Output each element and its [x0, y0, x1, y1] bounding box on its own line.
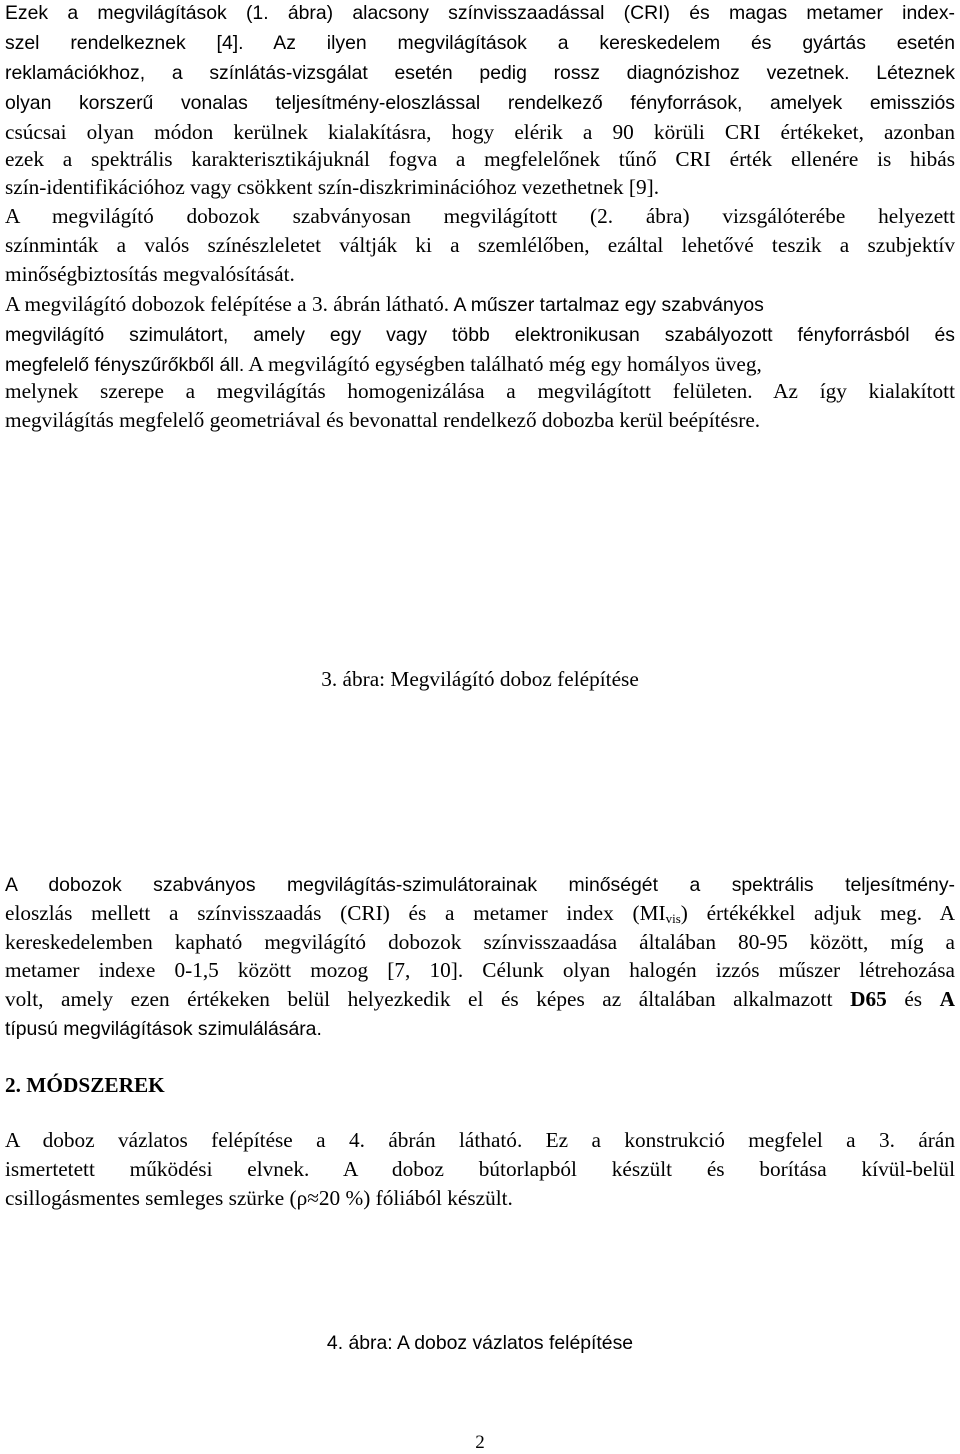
para4-line3: kereskedelemben kapható megvilágító dobozok színvisszaadása általában 80-95 között, míg a — [5, 930, 955, 954]
para4-line2-pre: eloszlás mellett a színvisszaadás (CRI) és a metamer index (MI — [5, 901, 666, 925]
para3-line2: megvilágító szimulátort, amely egy vagy több elektronikusan szabályozott fényforrásból és — [5, 324, 955, 346]
para4-line4: metamer indexe 0-1,5 között mozog [7, 10]. Célunk olyan halogén izzós műszer létrehozása — [5, 958, 955, 982]
para2-line3: minőségbiztosítás megvalósítását. — [5, 262, 295, 286]
figure4-caption: 4. ábra: A doboz vázlatos felépítése — [326, 1332, 634, 1354]
para1-line4: olyan korszerű vonalas teljesítmény-eloszlással rendelkező fényforrások, amelyek emissziós — [5, 92, 955, 114]
para1-line1: Ezek a megvilágítások (1. ábra) alacsony színvisszaadással (CRI) és magas metamer index- — [5, 2, 955, 24]
page-number: 2 — [475, 1432, 485, 1453]
para4-line1: A dobozok szabványos megvilágítás-szimulátorainak minőségét a spektrális teljesítmény- — [5, 874, 955, 896]
para4-line5 — [5, 987, 955, 1012]
para4-line6: típusú megvilágítások szimulálására. — [5, 1018, 322, 1040]
para3-line4: melynek szerepe a megvilágítás homogenizálása a megvilágított felületen. Az így kialakított — [5, 379, 955, 403]
para3-line3-sans: megfelelő fényszűrőkből áll. — [5, 354, 245, 376]
para4-line2 — [5, 901, 955, 926]
para1-line7: szín-identifikációhoz vagy csökkent szín-diszkriminációhoz vezethetnek [9]. — [5, 175, 660, 199]
para3-line3 — [5, 352, 955, 377]
para3-line3-serif: A megvilágító egységben található még egy homályos üveg, — [244, 352, 762, 376]
para1-line6: ezek a spektrális karakterisztikájuknál fogva a megfelelőnek tűnő CRI érték ellenére is hibás — [5, 147, 955, 171]
para1-line3: reklamációkhoz, a színlátás-vizsgálat esetén pedig rossz diagnózishoz vezetnek. Léteznek — [5, 62, 955, 84]
para4-line2-post: ) értékékkel adjuk meg. A — [680, 901, 955, 925]
a-bold: A — [939, 987, 956, 1011]
para5-line2: ismertetett működési elvnek. A doboz bútorlapból készült és borítása kívül-belül — [5, 1157, 955, 1181]
para3-line1 — [5, 292, 955, 317]
para5-line1: A doboz vázlatos felépítése a 4. ábrán látható. Ez a konstrukció megfelel a 3. árán — [5, 1128, 955, 1152]
section-heading: 2. MÓDSZEREK — [5, 1073, 165, 1097]
para2-line1: A megvilágító dobozok szabványosan megvilágított (2. ábra) vizsgálóterébe helyezett — [5, 204, 955, 228]
mi-vis-subscript: vis — [665, 911, 681, 926]
para4-line5-mid: és — [886, 987, 940, 1011]
para1-line2: szel rendelkeznek [4]. Az ilyen megvilágítások a kereskedelem és gyártás esetén — [5, 32, 955, 54]
para3-line5: megvilágítás megfelelő geometriával és bevonattal rendelkező dobozba kerül beépítésre. — [5, 408, 761, 432]
para1-line5: csúcsai olyan módon kerülnek kialakításra, hogy elérik a 90 körüli CRI értékeket, azonban — [5, 120, 955, 144]
para2-line2: színminták a valós színészleletet váltják ki a szemlélőben, ezáltal lehetővé teszik a szubjektív — [5, 233, 955, 257]
para5-line3: csillogásmentes semleges szürke (ρ≈20 %) fóliából készült. — [5, 1186, 513, 1210]
para3-line1-serif: A megvilágító dobozok felépítése a 3. ábrán látható. — [5, 292, 450, 316]
para3-line1-sans: A műszer tartalmaz egy szabványos — [449, 294, 764, 316]
para4-line5-pre: volt, amely ezen értékeken belül helyezkedik el és képes az általában alkalmazott — [5, 987, 851, 1011]
figure3-caption: 3. ábra: Megvilágító doboz felépítése — [321, 667, 639, 691]
d65-bold: D65 — [850, 987, 887, 1011]
